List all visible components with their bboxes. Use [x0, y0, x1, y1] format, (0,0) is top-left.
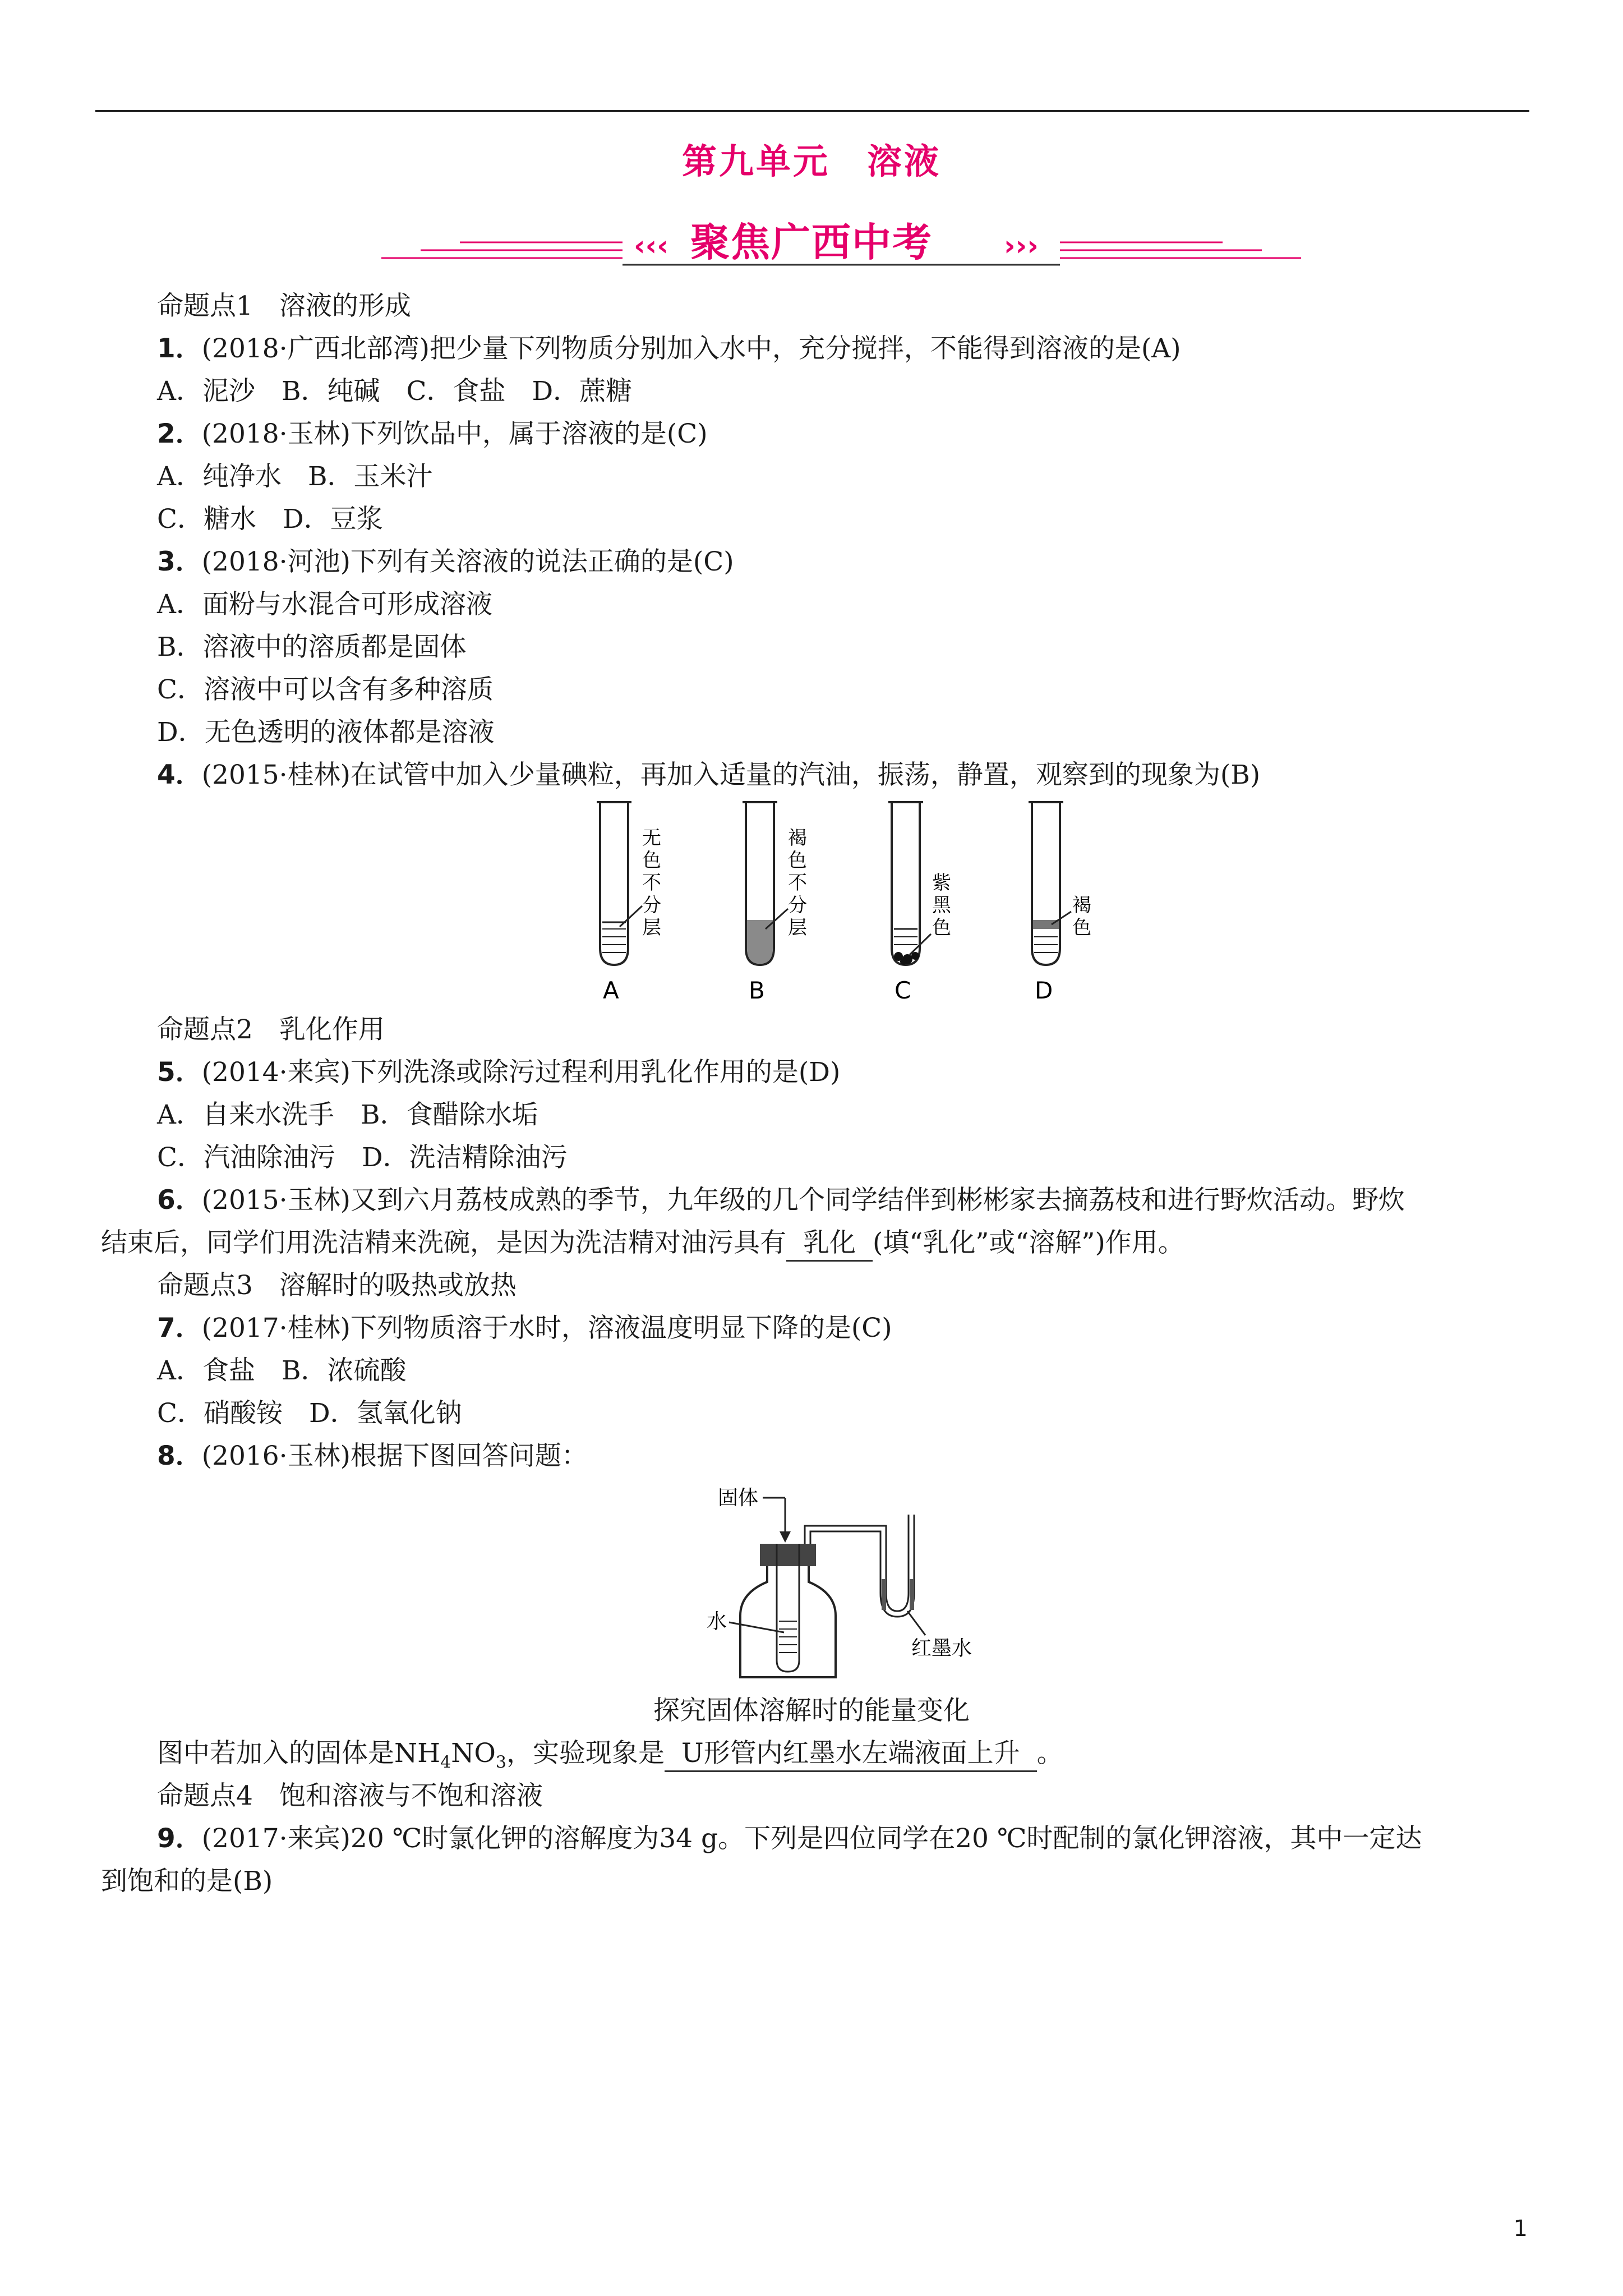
question-7-options-row2: C．硝酸铵 D．氢氧化钠 — [157, 1398, 462, 1429]
question-9-line1: 9．(2017·来宾)20 ℃时氯化钾的溶解度为34 g。下列是四位同学在20 ℃时配制的氯化钾溶液，其中一定达 — [157, 1823, 1422, 1854]
question-5: 5．(2014·来宾)下列洗涤或除污过程利用乳化作用的是(D) — [157, 1057, 841, 1088]
question-3-option-b: B．溶液中的溶质都是固体 — [157, 632, 467, 662]
banner-title: 聚焦广西中考 — [690, 219, 933, 265]
tube-c-label: C — [895, 977, 911, 1004]
tube-a-note-2: 色 — [642, 849, 661, 872]
svg-text:‹‹‹: ‹‹‹ — [634, 229, 668, 262]
tube-d-label: D — [1035, 977, 1053, 1004]
question-3-option-d: D．无色透明的液体都是溶液 — [157, 717, 495, 748]
tube-b-label: B — [749, 977, 765, 1004]
apparatus-figure — [701, 1481, 993, 1688]
section-heading: 命题点1 溶液的形成 — [157, 291, 411, 321]
question-2: 2．(2018·玉林)下列饮品中，属于溶液的是(C) — [157, 418, 708, 449]
tube-c — [888, 802, 952, 1004]
section-heading: 命题点3 溶解时的吸热或放热 — [157, 1270, 517, 1301]
water-label: 水 — [707, 1610, 727, 1633]
tube-a — [597, 802, 661, 1004]
svg-text:›››: ››› — [1004, 229, 1039, 262]
question-1-options: A．泥沙 B．纯碱 C．食盐 D．蔗糖 — [157, 376, 633, 407]
question-4: 4．(2015·桂林)在试管中加入少量碘粒，再加入适量的汽油，振荡，静置，观察到的现象为(B) — [157, 760, 1261, 790]
question-2-options-row2: C．糖水 D．豆浆 — [157, 504, 383, 535]
question-2-options-row1: A．纯净水 B．玉米汁 — [157, 461, 433, 492]
tube-d — [1029, 802, 1091, 1004]
tube-c-note-1: 紫 — [932, 872, 951, 894]
answer-blank: 乳化 — [786, 1226, 873, 1262]
question-3-option-a: A．面粉与水混合可形成溶液 — [157, 589, 492, 620]
question-5-options-row1: A．自来水洗手 B．食醋除水垢 — [157, 1099, 538, 1130]
question-6-line1: 6．(2015·玉林)又到六月荔枝成熟的季节，九年级的几个同学结伴到彬彬家去摘荔枝和进行野炊活动。野炊 — [157, 1185, 1405, 1216]
tube-b-note-4: 分 — [788, 894, 807, 917]
tube-b-note-1: 褐 — [788, 827, 807, 849]
question-1: 1．(2018·广西北部湾)把少量下列物质分别加入水中，充分搅拌，不能得到溶液的是(A) — [157, 333, 1181, 364]
question-3-option-c: C．溶液中可以含有多种溶质 — [157, 674, 494, 705]
question-8: 8．(2016·玉林)根据下图回答问题： — [157, 1441, 588, 1471]
question-7: 7．(2017·桂林)下列物质溶于水时，溶液温度明显下降的是(C) — [157, 1313, 892, 1343]
section-heading: 命题点2 乳化作用 — [157, 1014, 385, 1045]
tube-b-note-3: 不 — [788, 872, 807, 894]
question-7-options-row1: A．食盐 B．浓硫酸 — [157, 1355, 407, 1386]
tube-b — [743, 802, 807, 1004]
page-number: 1 — [1513, 2216, 1528, 2242]
question-8-answer: 图中若加入的固体是$NH_4NO_3$，实验现象是 U形管内红墨水左端液面上升 。 — [157, 1738, 1063, 1773]
answer-blank: U形管内红墨水左端液面上升 — [665, 1737, 1037, 1772]
tube-a-label: A — [603, 977, 619, 1004]
page-title: 第九单元 溶液 — [681, 141, 941, 182]
question-9-line2: 到饱和的是(B) — [101, 1866, 273, 1897]
section-heading: 命题点4 饱和溶液与不饱和溶液 — [157, 1780, 543, 1811]
tube-a-note-5: 层 — [642, 917, 661, 939]
question-6-line2: 结束后，同学们用洗洁精来洗碗，是因为洗洁精对油污具有 乳化 (填“乳化”或“溶解”)作用。 — [101, 1226, 1184, 1262]
tube-a-note-1: 无 — [642, 827, 661, 849]
question-5-options-row2: C．汽油除油污 D．洗洁精除油污 — [157, 1142, 568, 1173]
tube-d-note-2: 色 — [1072, 917, 1091, 939]
top-rule — [95, 110, 1529, 112]
tube-c-note-3: 色 — [932, 917, 951, 939]
tube-c-note-2: 黑 — [932, 894, 951, 917]
test-tube-figure — [578, 797, 1116, 1010]
tube-d-note-1: 褐 — [1072, 894, 1091, 917]
tube-a-note-4: 分 — [642, 894, 661, 917]
tube-b-note-2: 色 — [788, 849, 807, 872]
tube-b-note-5: 层 — [788, 917, 807, 939]
solid-label: 固体 — [718, 1487, 759, 1510]
figure-caption: 探究固体溶解时的能量变化 — [653, 1695, 970, 1726]
red-ink-label: 红墨水 — [911, 1637, 972, 1660]
tube-a-note-3: 不 — [642, 872, 661, 894]
question-3: 3．(2018·河池)下列有关溶液的说法正确的是(C) — [157, 546, 734, 577]
